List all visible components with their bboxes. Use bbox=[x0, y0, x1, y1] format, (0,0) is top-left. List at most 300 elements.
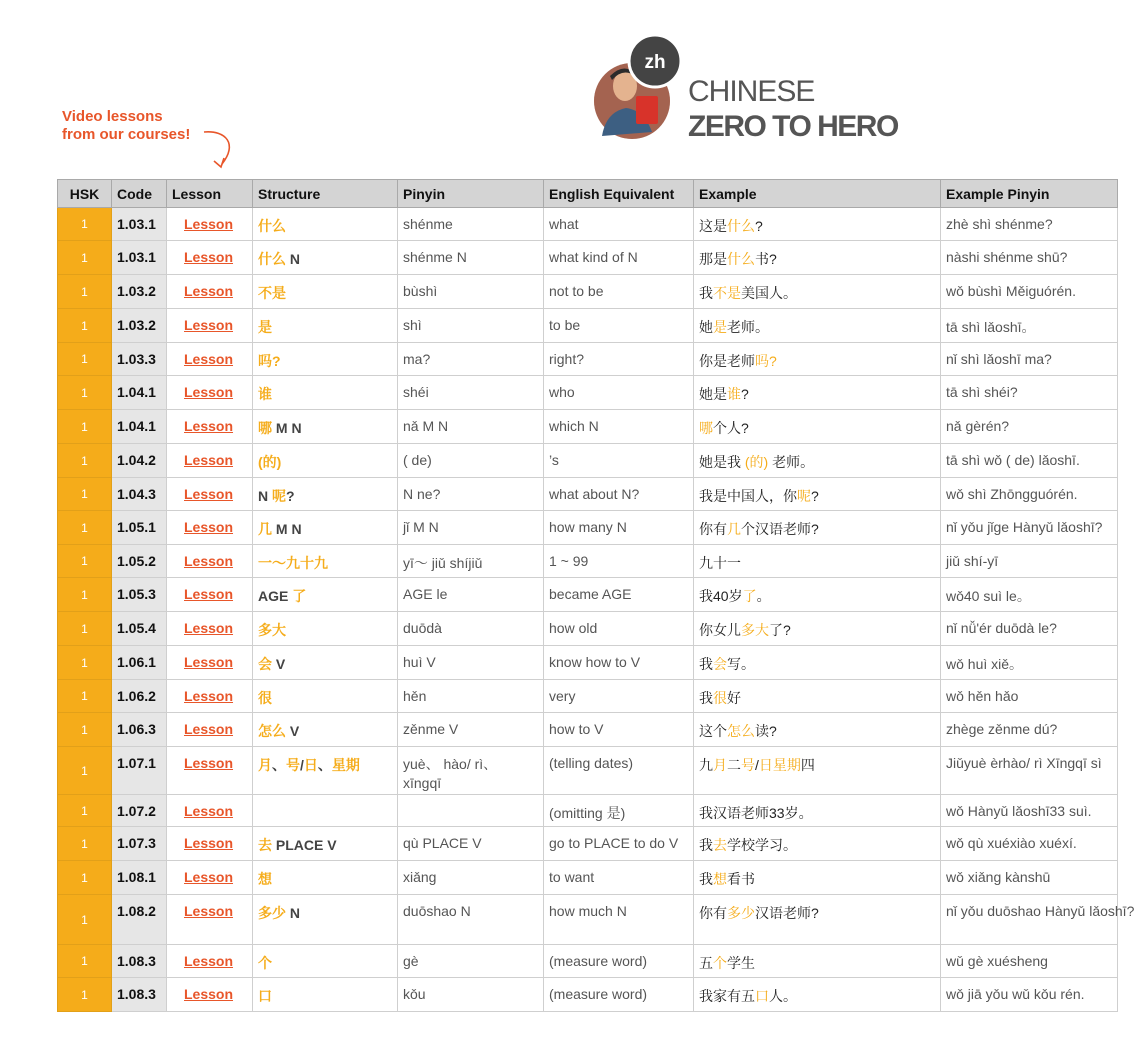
pinyin-cell: duōshao N bbox=[398, 895, 544, 945]
highlighted-text: 呢 bbox=[272, 488, 286, 504]
plain-text: / bbox=[300, 757, 304, 773]
english-cell: how to V bbox=[544, 713, 694, 747]
english-cell: who bbox=[544, 376, 694, 410]
pinyin-cell: shéi bbox=[398, 376, 544, 410]
example-cell bbox=[694, 612, 941, 646]
lesson-cell bbox=[167, 578, 253, 612]
plain-text: 这是 bbox=[699, 218, 727, 234]
highlighted-text: 什么 bbox=[258, 218, 286, 234]
highlighted-text: 号 bbox=[286, 757, 300, 773]
highlighted-text: 几 bbox=[258, 521, 272, 537]
highlighted-text: 什么 bbox=[727, 218, 755, 234]
lesson-link[interactable]: Lesson bbox=[184, 688, 234, 704]
header-example-pinyin: Example Pinyin bbox=[941, 180, 1118, 208]
plain-text: 九 bbox=[699, 757, 713, 773]
plain-text: 老师。 bbox=[768, 454, 815, 470]
example-pinyin-cell: wǒ huì xiě。 bbox=[941, 646, 1118, 680]
example-cell bbox=[694, 795, 941, 827]
structure-cell bbox=[253, 612, 398, 646]
highlighted-text: 怎么 bbox=[727, 723, 755, 739]
highlighted-text: 不是 bbox=[713, 285, 741, 301]
hsk-level-cell: 1 bbox=[58, 241, 112, 275]
pinyin-cell: hěn bbox=[398, 680, 544, 713]
plain-text: 九十一 bbox=[699, 555, 741, 571]
table-row bbox=[58, 861, 1118, 895]
note-line-1: Video lessons bbox=[62, 108, 163, 125]
table-row bbox=[58, 747, 1118, 795]
lesson-cell bbox=[167, 747, 253, 795]
brand-line-1: CHINESE bbox=[688, 75, 815, 108]
highlighted-text: 是 bbox=[713, 319, 727, 335]
highlighted-text: 呢 bbox=[797, 488, 811, 504]
pinyin-cell: kǒu bbox=[398, 978, 544, 1012]
header-code: Code bbox=[112, 180, 167, 208]
hsk-level-cell: 1 bbox=[58, 275, 112, 309]
plain-text: 我是中国人，你 bbox=[699, 488, 797, 504]
highlighted-text: 会 bbox=[713, 656, 727, 672]
hsk-level-cell: 1 bbox=[58, 795, 112, 827]
code-cell: 1.04.3 bbox=[112, 478, 167, 511]
plain-text: / bbox=[755, 757, 759, 773]
example-pinyin-cell: Jiǔyuè èrhào/ rì Xīngqī sì bbox=[941, 747, 1118, 795]
hsk-level-cell: 1 bbox=[58, 680, 112, 713]
table-row bbox=[58, 275, 1118, 309]
plain-text: 我40岁 bbox=[699, 588, 743, 604]
lesson-cell bbox=[167, 208, 253, 241]
plain-text: M N bbox=[272, 420, 302, 436]
table-row bbox=[58, 343, 1118, 376]
structure-cell bbox=[253, 511, 398, 545]
english-cell: to be bbox=[544, 309, 694, 343]
example-cell bbox=[694, 511, 941, 545]
example-cell bbox=[694, 978, 941, 1012]
lesson-link[interactable]: Lesson bbox=[184, 755, 234, 771]
table-row bbox=[58, 895, 1118, 945]
highlighted-text: 很 bbox=[713, 690, 727, 706]
english-cell: what about N? bbox=[544, 478, 694, 511]
structure-cell bbox=[253, 747, 398, 795]
table-row bbox=[58, 208, 1118, 241]
structure-cell bbox=[253, 827, 398, 861]
code-cell: 1.03.3 bbox=[112, 343, 167, 376]
lesson-cell bbox=[167, 795, 253, 827]
lesson-cell bbox=[167, 275, 253, 309]
example-pinyin-cell: tā shì wǒ ( de) lǎoshī. bbox=[941, 444, 1118, 478]
english-cell: (measure word) bbox=[544, 945, 694, 978]
lesson-cell bbox=[167, 511, 253, 545]
plain-text: V bbox=[272, 656, 286, 672]
structure-cell bbox=[253, 545, 398, 578]
example-pinyin-cell: wǒ jiā yǒu wǔ kǒu rén. bbox=[941, 978, 1118, 1012]
plain-text: M N bbox=[272, 521, 302, 537]
pinyin-cell: shénme N bbox=[398, 241, 544, 275]
highlighted-text: 日 bbox=[758, 757, 773, 773]
table-row bbox=[58, 309, 1118, 343]
table-row bbox=[58, 241, 1118, 275]
example-cell bbox=[694, 945, 941, 978]
lesson-cell bbox=[167, 478, 253, 511]
highlighted-text: 谁 bbox=[727, 386, 741, 402]
lesson-link[interactable]: Lesson bbox=[184, 283, 234, 299]
hsk-level-cell: 1 bbox=[58, 410, 112, 444]
code-cell: 1.06.2 bbox=[112, 680, 167, 713]
highlighted-text: 去 bbox=[258, 837, 272, 853]
highlighted-text: (的) bbox=[744, 454, 769, 470]
code-cell: 1.05.1 bbox=[112, 511, 167, 545]
highlighted-text: 什么 bbox=[727, 251, 755, 267]
highlighted-text: 会 bbox=[258, 656, 272, 672]
plain-text: 了? bbox=[769, 622, 791, 638]
pinyin-cell: jǐ M N bbox=[398, 511, 544, 545]
plain-text: ? bbox=[811, 488, 819, 504]
table-header-row bbox=[58, 180, 1118, 208]
lesson-link[interactable]: Lesson bbox=[184, 384, 234, 400]
lesson-link[interactable]: Lesson bbox=[184, 452, 234, 468]
english-cell: how old bbox=[544, 612, 694, 646]
plain-text: ? bbox=[755, 218, 763, 234]
lesson-cell bbox=[167, 309, 253, 343]
plain-text: 你女儿 bbox=[699, 622, 741, 638]
structure-cell bbox=[253, 309, 398, 343]
plain-text: 写。 bbox=[727, 656, 755, 672]
english-cell: ’s bbox=[544, 444, 694, 478]
english-cell: to want bbox=[544, 861, 694, 895]
pinyin-cell: duōdà bbox=[398, 612, 544, 646]
structure-cell bbox=[253, 208, 398, 241]
pinyin-cell: qù PLACE V bbox=[398, 827, 544, 861]
structure-cell bbox=[253, 275, 398, 309]
lesson-link[interactable]: Lesson bbox=[184, 835, 234, 851]
pinyin-cell: AGE le bbox=[398, 578, 544, 612]
example-cell bbox=[694, 713, 941, 747]
plain-text: 我 bbox=[699, 837, 713, 853]
code-cell: 1.08.3 bbox=[112, 945, 167, 978]
hsk-level-cell: 1 bbox=[58, 444, 112, 478]
example-pinyin-cell: nǐ yǒu duōshao Hànyǔ lǎoshī? bbox=[941, 895, 1118, 945]
hsk-level-cell: 1 bbox=[58, 309, 112, 343]
example-pinyin-cell: wǒ Hànyǔ lǎoshī33 suì. bbox=[941, 795, 1118, 827]
example-cell bbox=[694, 444, 941, 478]
lesson-link[interactable]: Lesson bbox=[184, 418, 234, 434]
lesson-cell bbox=[167, 612, 253, 646]
plain-text: 读? bbox=[755, 723, 777, 739]
plain-text: 美国人。 bbox=[741, 285, 797, 301]
structure-cell bbox=[253, 861, 398, 895]
plain-text: 学生 bbox=[727, 955, 755, 971]
hsk-level-cell: 1 bbox=[58, 612, 112, 646]
highlighted-text: 日 bbox=[303, 757, 318, 773]
lesson-link[interactable]: Lesson bbox=[184, 721, 234, 737]
english-cell: (omitting 是) bbox=[544, 795, 694, 827]
lesson-link[interactable]: Lesson bbox=[184, 216, 234, 232]
plain-text: 她是我 bbox=[699, 454, 745, 470]
plain-text: V bbox=[286, 723, 300, 739]
pinyin-cell: shì bbox=[398, 309, 544, 343]
lesson-link[interactable]: Lesson bbox=[184, 586, 234, 602]
lesson-cell bbox=[167, 545, 253, 578]
plain-text: 汉语老师? bbox=[755, 905, 819, 921]
example-pinyin-cell: wǒ bùshì Měiguórén. bbox=[941, 275, 1118, 309]
pinyin-cell: nǎ M N bbox=[398, 410, 544, 444]
structure-cell bbox=[253, 410, 398, 444]
highlighted-text: 吗? bbox=[258, 353, 281, 369]
highlighted-text: (的) bbox=[258, 454, 282, 470]
highlighted-text: 想 bbox=[713, 871, 727, 887]
pinyin-cell: bùshì bbox=[398, 275, 544, 309]
highlighted-text: 几 bbox=[727, 521, 741, 537]
video-lessons-note bbox=[62, 108, 190, 144]
hsk-level-cell: 1 bbox=[58, 578, 112, 612]
pinyin-cell: yī～ jiǔ shíjiǔ bbox=[398, 545, 544, 578]
structure-cell bbox=[253, 895, 398, 945]
pinyin-cell: zěnme V bbox=[398, 713, 544, 747]
table-row bbox=[58, 444, 1118, 478]
lesson-link[interactable]: Lesson bbox=[184, 620, 234, 636]
structure-cell bbox=[253, 478, 398, 511]
pinyin-cell: gè bbox=[398, 945, 544, 978]
highlighted-text: 星期 bbox=[331, 757, 360, 773]
english-cell: (measure word) bbox=[544, 978, 694, 1012]
plain-text: 你有 bbox=[699, 905, 727, 921]
lesson-link[interactable]: Lesson bbox=[184, 317, 234, 333]
example-pinyin-cell: nǐ yǒu jǐge Hànyǔ lǎoshī? bbox=[941, 511, 1118, 545]
pinyin-cell: ( de) bbox=[398, 444, 544, 478]
highlighted-text: 不是 bbox=[258, 285, 286, 301]
english-cell: became AGE bbox=[544, 578, 694, 612]
example-cell bbox=[694, 646, 941, 680]
example-pinyin-cell: nǐ shì lǎoshī ma? bbox=[941, 343, 1118, 376]
hsk-level-cell: 1 bbox=[58, 945, 112, 978]
hsk-level-cell: 1 bbox=[58, 713, 112, 747]
plain-text: 我 bbox=[699, 656, 713, 672]
plain-text: 她 bbox=[699, 319, 713, 335]
pinyin-cell: huì V bbox=[398, 646, 544, 680]
curved-arrow-icon bbox=[200, 128, 240, 174]
plain-text: 四 bbox=[800, 757, 815, 773]
plain-text: 我家有五 bbox=[699, 988, 755, 1004]
pinyin-cell: ma? bbox=[398, 343, 544, 376]
highlighted-text: 很 bbox=[258, 690, 272, 706]
example-cell bbox=[694, 343, 941, 376]
lesson-link[interactable]: Lesson bbox=[184, 953, 234, 969]
code-cell: 1.03.2 bbox=[112, 309, 167, 343]
english-cell: how many N bbox=[544, 511, 694, 545]
table-row bbox=[58, 978, 1118, 1012]
code-cell: 1.04.2 bbox=[112, 444, 167, 478]
code-cell: 1.05.4 bbox=[112, 612, 167, 646]
highlighted-text: 月 bbox=[713, 757, 727, 773]
hsk-level-cell: 1 bbox=[58, 747, 112, 795]
example-pinyin-cell: wǒ40 suì le。 bbox=[941, 578, 1118, 612]
table-row bbox=[58, 545, 1118, 578]
header-english: English Equivalent bbox=[544, 180, 694, 208]
plain-text: N bbox=[286, 905, 300, 921]
structure-cell bbox=[253, 680, 398, 713]
code-cell: 1.08.2 bbox=[112, 895, 167, 945]
lesson-cell bbox=[167, 444, 253, 478]
lesson-link[interactable]: Lesson bbox=[184, 903, 234, 919]
code-cell: 1.03.2 bbox=[112, 275, 167, 309]
lesson-link[interactable]: Lesson bbox=[184, 249, 234, 265]
example-cell bbox=[694, 680, 941, 713]
pinyin-cell: shénme bbox=[398, 208, 544, 241]
brand-line-2: ZERO TO HERO bbox=[688, 110, 898, 143]
grammar-table bbox=[57, 179, 1134, 1012]
hsk-level-cell: 1 bbox=[58, 545, 112, 578]
plain-text: 看书 bbox=[727, 871, 755, 887]
code-cell: 1.06.3 bbox=[112, 713, 167, 747]
example-cell bbox=[694, 309, 941, 343]
english-cell: how much N bbox=[544, 895, 694, 945]
logo-avatar bbox=[592, 36, 692, 142]
lesson-cell bbox=[167, 343, 253, 376]
lesson-cell bbox=[167, 680, 253, 713]
hsk-level-cell: 1 bbox=[58, 343, 112, 376]
plain-text: 你有 bbox=[699, 521, 727, 537]
table-row bbox=[58, 511, 1118, 545]
table-body bbox=[58, 208, 1134, 1012]
example-cell bbox=[694, 241, 941, 275]
lesson-cell bbox=[167, 945, 253, 978]
hsk-level-cell: 1 bbox=[58, 511, 112, 545]
code-cell: 1.07.3 bbox=[112, 827, 167, 861]
lesson-link[interactable]: Lesson bbox=[184, 654, 234, 670]
code-cell: 1.04.1 bbox=[112, 376, 167, 410]
structure-cell bbox=[253, 713, 398, 747]
highlighted-text: 个 bbox=[258, 955, 272, 971]
lesson-cell bbox=[167, 376, 253, 410]
example-cell bbox=[694, 478, 941, 511]
grammar-table-container[interactable] bbox=[57, 179, 1134, 1015]
lesson-link[interactable]: Lesson bbox=[184, 351, 234, 367]
example-pinyin-cell: tā shì lǎoshī。 bbox=[941, 309, 1118, 343]
hsk-level-cell: 1 bbox=[58, 478, 112, 511]
pinyin-cell: N ne? bbox=[398, 478, 544, 511]
plain-text: N bbox=[258, 488, 272, 504]
english-cell: which N bbox=[544, 410, 694, 444]
pinyin-cell: yuè、 hào/ rì、 xīngqī bbox=[398, 747, 544, 795]
code-cell: 1.08.1 bbox=[112, 861, 167, 895]
plain-text: 那是 bbox=[699, 251, 727, 267]
english-cell: what bbox=[544, 208, 694, 241]
code-cell: 1.03.1 bbox=[112, 241, 167, 275]
example-pinyin-cell: wǒ shì Zhōngguórén. bbox=[941, 478, 1118, 511]
highlighted-text: 去 bbox=[713, 837, 727, 853]
lesson-link[interactable]: Lesson bbox=[184, 986, 234, 1002]
structure-cell bbox=[253, 241, 398, 275]
table-row bbox=[58, 478, 1118, 511]
plain-text: 我 bbox=[699, 690, 713, 706]
lesson-link[interactable]: Lesson bbox=[184, 486, 234, 502]
lesson-cell bbox=[167, 646, 253, 680]
table-row bbox=[58, 680, 1118, 713]
header-lesson: Lesson bbox=[167, 180, 253, 208]
highlighted-text: 多少 bbox=[727, 905, 755, 921]
plain-text: PLACE V bbox=[272, 837, 337, 853]
example-cell bbox=[694, 747, 941, 795]
plain-text: 老师。 bbox=[727, 319, 769, 335]
example-pinyin-cell: zhège zěnme dú? bbox=[941, 713, 1118, 747]
highlighted-text: 多少 bbox=[258, 905, 286, 921]
lesson-link[interactable]: Lesson bbox=[184, 519, 234, 535]
plain-text: 个人? bbox=[713, 420, 749, 436]
lesson-link[interactable]: Lesson bbox=[184, 553, 234, 569]
structure-cell bbox=[253, 945, 398, 978]
table-row bbox=[58, 612, 1118, 646]
example-pinyin-cell: wǔ gè xuésheng bbox=[941, 945, 1118, 978]
plain-text: 我 bbox=[699, 285, 713, 301]
plain-text: 。 bbox=[756, 588, 771, 604]
highlighted-text: 哪 bbox=[258, 420, 272, 436]
pinyin-cell: xiǎng bbox=[398, 861, 544, 895]
example-pinyin-cell: jiǔ shí-yī bbox=[941, 545, 1118, 578]
highlighted-text: 口 bbox=[258, 988, 272, 1004]
lesson-link[interactable]: Lesson bbox=[184, 803, 234, 819]
table-row bbox=[58, 795, 1118, 827]
structure-cell bbox=[253, 795, 398, 827]
hsk-level-cell: 1 bbox=[58, 208, 112, 241]
english-cell: 1 ~ 99 bbox=[544, 545, 694, 578]
table-row bbox=[58, 713, 1118, 747]
plain-text: 五 bbox=[699, 955, 713, 971]
english-cell: very bbox=[544, 680, 694, 713]
english-cell: know how to V bbox=[544, 646, 694, 680]
english-cell: go to PLACE to do V bbox=[544, 827, 694, 861]
lesson-link[interactable]: Lesson bbox=[184, 869, 234, 885]
structure-cell bbox=[253, 646, 398, 680]
example-pinyin-cell: wǒ qù xuéxiào xuéxí. bbox=[941, 827, 1118, 861]
plain-text: 你是老师 bbox=[699, 353, 755, 369]
highlighted-text: 谁 bbox=[258, 386, 272, 402]
lesson-cell bbox=[167, 827, 253, 861]
plain-text: 个汉语老师? bbox=[741, 521, 819, 537]
english-cell: what kind of N bbox=[544, 241, 694, 275]
header-pinyin: Pinyin bbox=[398, 180, 544, 208]
plain-text: 我汉语老师33岁。 bbox=[699, 805, 813, 821]
header-example: Example bbox=[694, 180, 941, 208]
highlighted-text: 一～九十九 bbox=[258, 555, 328, 571]
plain-text: 二 bbox=[727, 757, 741, 773]
plain-text: N bbox=[286, 251, 300, 267]
plain-text: 、 bbox=[272, 757, 286, 773]
example-cell bbox=[694, 208, 941, 241]
hsk-level-cell: 1 bbox=[58, 646, 112, 680]
plain-text: 、 bbox=[317, 757, 332, 773]
highlighted-text: 个 bbox=[713, 955, 727, 971]
highlighted-text: 怎么 bbox=[258, 723, 286, 739]
example-cell bbox=[694, 578, 941, 612]
note-line-2: from our courses! bbox=[62, 126, 191, 143]
example-cell bbox=[694, 861, 941, 895]
logo-badge-text: zh bbox=[644, 52, 666, 73]
table-row bbox=[58, 827, 1118, 861]
example-pinyin-cell: wǒ hěn hǎo bbox=[941, 680, 1118, 713]
hsk-level-cell: 1 bbox=[58, 376, 112, 410]
english-cell: right? bbox=[544, 343, 694, 376]
example-pinyin-cell: nàshi shénme shū? bbox=[941, 241, 1118, 275]
structure-cell bbox=[253, 978, 398, 1012]
lesson-cell bbox=[167, 410, 253, 444]
plain-text: 人。 bbox=[769, 988, 797, 1004]
example-pinyin-cell: nǎ gèrén? bbox=[941, 410, 1118, 444]
english-cell: (telling dates) bbox=[544, 747, 694, 795]
example-cell bbox=[694, 827, 941, 861]
example-cell bbox=[694, 410, 941, 444]
example-pinyin-cell: tā shì shéi? bbox=[941, 376, 1118, 410]
code-cell: 1.07.2 bbox=[112, 795, 167, 827]
code-cell: 1.08.3 bbox=[112, 978, 167, 1012]
example-pinyin-cell: nǐ nǚ'ér duōdà le? bbox=[941, 612, 1118, 646]
